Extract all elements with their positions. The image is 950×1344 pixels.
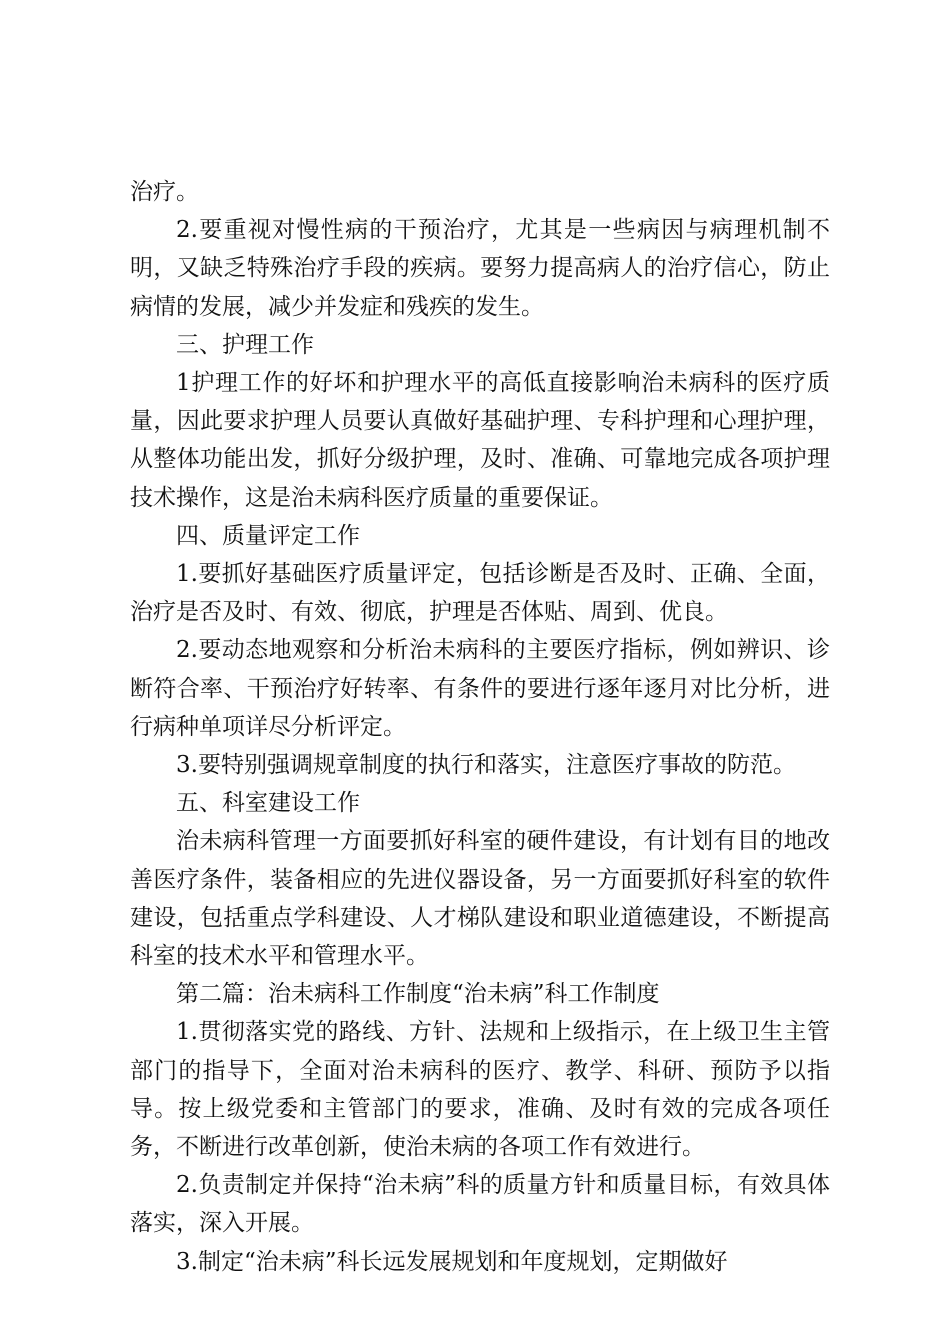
section-heading-nursing: 三、护理工作	[176, 331, 314, 358]
paragraph-quality-policy: 2.负责制定并保持“治未病”科的质量方针和质量目标，有效具体落实，深入开展。	[130, 1172, 830, 1237]
paragraph-dynamic-analysis: 2.要动态地观察和分析治未病科的主要医疗指标，例如辨识、诊断符合率、干预治疗好转率、有条件的要进行逐年逐月对比分析，进行病种单项详尽分析评定。	[130, 637, 830, 740]
paragraph-chronic-disease: 2.要重视对慢性病的干预治疗，尤其是一些病因与病理机制不明，又缺乏特殊治疗手段的疾病。要努力提高病人的治疗信心，防止病情的发展，减少并发症和残疾的发生。	[130, 217, 830, 320]
paragraph-regulations: 3.要特别强调规章制度的执行和落实，注意医疗事故的防范。	[176, 752, 796, 779]
chapter-heading-second: 第二篇：治未病科工作制度“治未病”科工作制度	[176, 981, 660, 1008]
paragraph-implement-policy: 1.贯彻落实党的路线、方针、法规和上级指示，在上级卫生主管部门的指导下，全面对治未病科的医疗、教学、科研、预防予以指导。按上级党委和主管部门的要求，准确、及时有效的完成各项任务，不断进行改革创新，使治未病的各项工作有效进行。	[130, 1019, 830, 1161]
document-body	[130, 173, 830, 1281]
section-heading-department-building: 五、科室建设工作	[176, 790, 360, 817]
paragraph-nursing-quality: 1护理工作的好坏和护理水平的高低直接影响治未病科的医疗质量，因此要求护理人员要认真做好基础护理、专科护理和心理护理，从整体功能出发，抓好分级护理，及时、准确、可靠地完成各项护理技术操作，这是治未病科医疗质量的重要保证。	[130, 370, 830, 511]
paragraph-development-plan: 3.制定“治未病”科长远发展规划和年度规划，定期做好	[176, 1248, 728, 1275]
section-heading-quality-evaluation: 四、质量评定工作	[176, 522, 360, 549]
paragraph-department-building: 治未病科管理一方面要抓好科室的硬件建设，有计划有目的地改善医疗条件，装备相应的先进仪器设备，另一方面要抓好科室的软件建设，包括重点学科建设、人才梯队建设和职业道德建设，不断提高科室的技术水平和管理水平。	[130, 828, 830, 970]
paragraph-treatment-end: 治疗。	[130, 179, 199, 205]
paragraph-basic-quality: 1.要抓好基础医疗质量评定，包括诊断是否及时、正确、全面，治疗是否及时、有效、彻底，护理是否体贴、周到、优良。	[130, 561, 830, 626]
